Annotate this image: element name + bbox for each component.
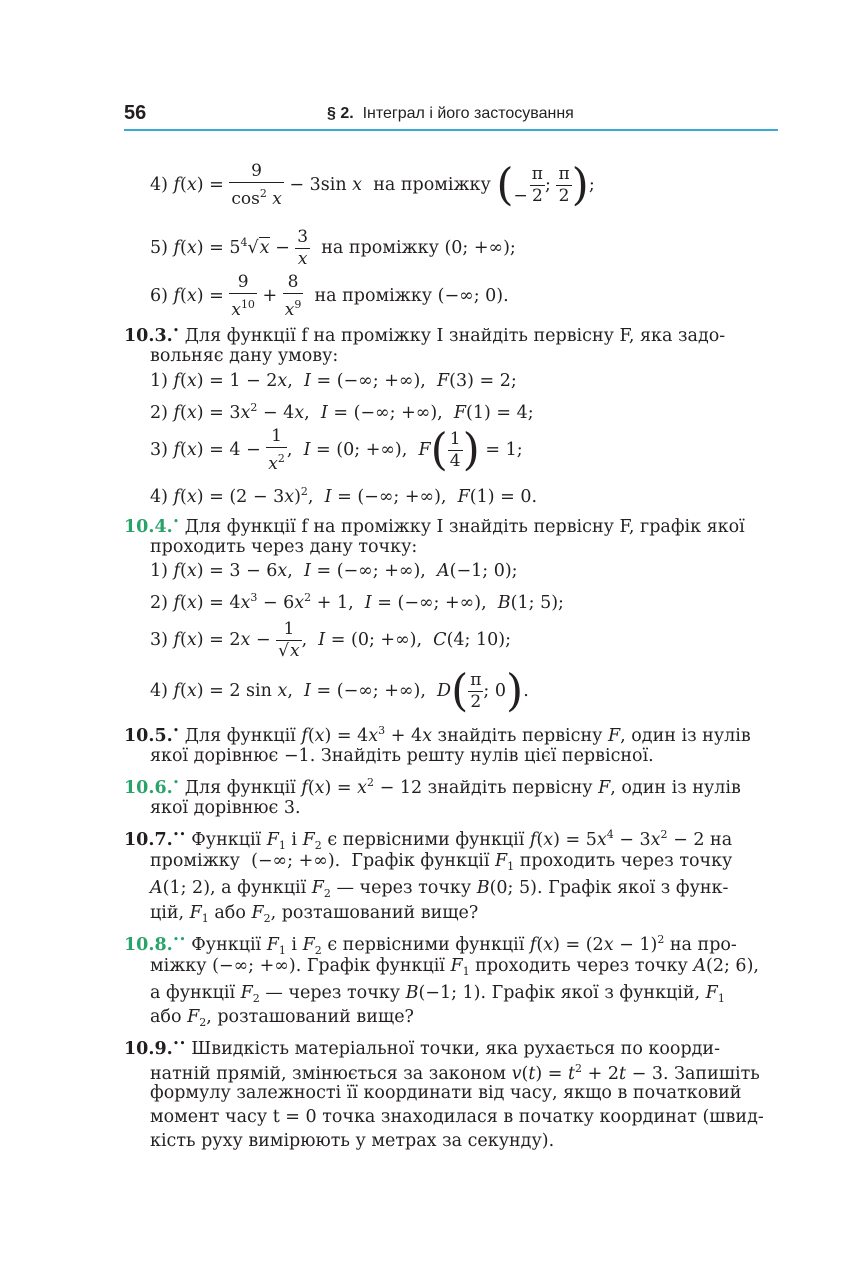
problem-10-5-line2: якої дорівнює −1. Знайдіть решту нулів цієї первісної.: [150, 746, 654, 766]
p104-item3: 3) f(x) = 2x − $\frac{1}{√x}$ , I = (0; +∞), C(4; 10);: [150, 619, 511, 661]
section-title: Інтеграл і його застосування: [362, 105, 574, 122]
problem-10-9-line4: момент часу t = 0 точка знаходилася в початку координат (швид-: [150, 1107, 764, 1127]
problem-10-8-line4: або $F_2$, розташований вище?: [150, 1007, 414, 1029]
problem-10-7-line4: цій, $F_1$ або $F_2$, розташований вище?: [150, 903, 479, 925]
page-number: 56: [124, 102, 147, 124]
problem-10-9: 10.9.•• Швидкість матеріальної точки, яка рухається по коорди-: [124, 1037, 720, 1059]
problem-10-8-line2: міжку (−∞; +∞). Графік функції $F_1$ проходить через точку A(2; 6),: [150, 956, 759, 978]
problem-10-4-line2: проходить через дану точку:: [150, 537, 418, 557]
p104-item2: 2) $f(x) = 4x^3 - 6x^2 + 1$, I = (−∞; +∞), B(1; 5);: [150, 591, 564, 613]
p103-item4: 4) $f(x) = (2 - 3x)^2$, I = (−∞; +∞), F(1) = 0.: [150, 485, 538, 507]
p103-item2: 2) $f(x) = 3x^2 - 4x$, I = (−∞; +∞), F(1) = 4;: [150, 401, 534, 423]
problem-10-9-line5: кість руху вимірюють у метрах за секунду).: [150, 1131, 555, 1151]
problem-10-6: 10.6.• Для функції $f(x) = x^2 - 12$ знайдіть первісну F, один із нулів: [124, 776, 741, 798]
problem-10-7: 10.7.•• Функції $F_1$ і $F_2$ є первісними функції $f(x) = 5x^4 - 3x^2 - 2$ на: [124, 828, 733, 852]
p104-item4: 4) f(x) = 2 sin x, I = (−∞; +∞), D( $\frac{\pi}{2}$ ; 0).: [150, 665, 529, 717]
header-rule: [124, 129, 778, 131]
item-5-interval: 5) $f(x) = 5^4√x$ − $\frac{3}{x}$ на проміжку (0; +∞);: [150, 227, 516, 269]
problem-10-3: 10.3.• Для функції f на проміжку I знайдіть первісну F, яка задо-: [124, 324, 726, 346]
page-header: [124, 100, 778, 130]
problem-10-8-line3: а функції $F_2$ — через точку B(−1; 1). Графік якої з функцій, $F_1$: [150, 983, 725, 1005]
problem-10-9-line3: формулу залежності її координати від часу, якщо в початковий: [150, 1083, 742, 1103]
problem-10-9-line2: натній прямій, змінюється за законом $v(t) = t^2 + 2t - 3$. Запишіть: [150, 1062, 760, 1084]
section-mark: § 2.: [327, 105, 354, 122]
p104-item1: 1) f(x) = 3 − 6x, I = (−∞; +∞), A(−1; 0);: [150, 561, 518, 581]
problem-10-4: 10.4.• Для функції f на проміжку I знайдіть первісну F, графік якої: [124, 515, 745, 537]
problem-10-7-line2: проміжку (−∞; +∞). Графік функції $F_1$ проходить через точку: [150, 851, 733, 873]
item-6-interval: 6) f(x) = $\frac{9}{x^{10}}$ + $\frac{8}{x^9}$ на проміжку (−∞; 0).: [150, 272, 509, 320]
item-4-interval: 4) f(x) = $\frac{9}{\cos^2 x}$ − 3sin x на проміжку ( − $\frac{\pi}{2}$ ; $\frac{\pi}{2}$ );: [150, 159, 595, 211]
p103-item1: 1) f(x) = 1 − 2x, I = (−∞; +∞), F(3) = 2;: [150, 371, 517, 391]
problem-10-5: 10.5.• Для функції $f(x) = 4x^3 + 4x$ знайдіть первісну F, один із нулів: [124, 724, 751, 746]
problem-10-8: 10.8.•• Функції $F_1$ і $F_2$ є первісними функції $f(x) = (2x - 1)^2$ на про-: [124, 933, 737, 957]
running-title: [327, 105, 574, 123]
problem-10-6-line2: якої дорівнює 3.: [150, 798, 301, 818]
problem-10-7-line3: A(1; 2), а функції $F_2$ — через точку B(0; 5). Графік якої з функ-: [150, 878, 729, 900]
p103-item3: 3) f(x) = 4 − $\frac{1}{x^2}$ , I = (0; +∞), F( $\frac{1}{4}$ ) = 1;: [150, 424, 523, 476]
problem-10-3-line2: вольняє дану умову:: [150, 346, 339, 366]
